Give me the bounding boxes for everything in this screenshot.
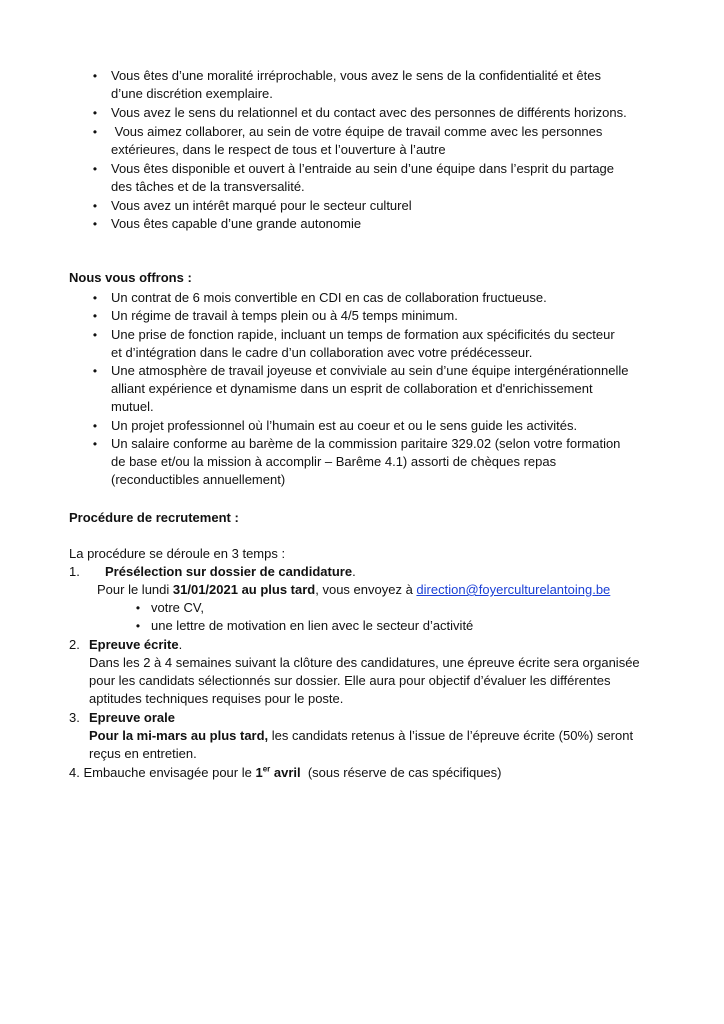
bullet-icon: •: [135, 619, 141, 633]
list-item-line: mutuel.: [111, 399, 154, 414]
step2-title: Epreuve écrite.: [89, 637, 183, 652]
bullet-icon: •: [92, 437, 98, 451]
step3-text-line: Pour la mi-mars au plus tard, les candidats retenus à l’issue de l’épreuve écrite (50%) seront: [89, 728, 634, 743]
list-item-line: des tâches et de la transversalité.: [111, 179, 305, 194]
offer-heading: Nous vous offrons :: [69, 270, 192, 285]
list-item-line: d’une discrétion exemplaire.: [111, 86, 273, 101]
bullet-icon: •: [92, 291, 98, 305]
bullet-icon: •: [92, 309, 98, 323]
list-item-line: Vous aimez collaborer, au sein de votre équipe de travail comme avec les personnes: [111, 124, 603, 139]
step2-text-line: aptitudes techniques requises pour le poste.: [89, 691, 344, 706]
step2-text-line: pour les candidats sélectionnés sur dossier. Elle aura pour objectif d’évaluer les différentes: [89, 673, 611, 688]
list-item-line: Vous êtes capable d’une grande autonomie: [111, 216, 362, 231]
bullet-icon: •: [92, 364, 98, 378]
list-item-line: Un projet professionnel où l’humain est au coeur et ou le sens guide les activités.: [111, 418, 578, 433]
bullet-icon: •: [92, 69, 98, 83]
procedure-heading: Procédure de recrutement :: [69, 510, 239, 525]
step1-title: Présélection sur dossier de candidature.: [105, 564, 356, 579]
bullet-icon: •: [92, 328, 98, 342]
email-link[interactable]: direction@foyerculturelantoing.be: [416, 582, 611, 597]
list-item-line: Un régime de travail à temps plein ou à 4/5 temps minimum.: [111, 308, 458, 323]
list-item-line: Vous êtes d’une moralité irréprochable, vous avez le sens de la confidentialité et êtes: [111, 68, 601, 83]
step2-number: 2.: [69, 637, 80, 652]
list-item-line: Un contrat de 6 mois convertible en CDI en cas de collaboration fructueuse.: [111, 290, 547, 305]
step1-subitem: votre CV,: [151, 600, 204, 615]
bullet-icon: •: [92, 125, 98, 139]
list-item-line: Un salaire conforme au barème de la commission paritaire 329.02 (selon votre formation: [111, 436, 621, 451]
list-item-line: Vous avez un intérêt marqué pour le secteur culturel: [111, 198, 412, 213]
procedure-intro: La procédure se déroule en 3 temps :: [69, 546, 286, 561]
list-item-line: extérieures, dans le respect de tous et l’ouverture à l’autre: [111, 142, 446, 157]
list-item-line: Vous avez le sens du relationnel et du contact avec des personnes de différents horizons.: [111, 105, 627, 120]
step3-text-line: reçus en entretien.: [89, 746, 197, 761]
bullet-icon: •: [92, 106, 98, 120]
list-item-line: (reconductibles annuellement): [111, 472, 286, 487]
step3-title: Epreuve orale: [89, 710, 175, 725]
list-item-line: Vous êtes disponible et ouvert à l’entraide au sein d’une équipe dans l’esprit du partage: [111, 161, 615, 176]
bullet-icon: •: [92, 162, 98, 176]
step1-number: 1.: [69, 564, 80, 579]
bullet-icon: •: [92, 419, 98, 433]
list-item-line: alliant expérience et dynamisme dans un esprit de collaboration et d'enrichissement: [111, 381, 593, 396]
step3-number: 3.: [69, 710, 80, 725]
bullet-icon: •: [92, 199, 98, 213]
bullet-icon: •: [92, 217, 98, 231]
step2-text-line: Dans les 2 à 4 semaines suivant la clôture des candidatures, une épreuve écrite sera organisée: [89, 655, 640, 670]
list-item-line: Une atmosphère de travail joyeuse et conviviale au sein d’une équipe intergénérationnelle: [111, 363, 629, 378]
list-item-line: de base et/ou la mission à accomplir – Barême 4.1) assorti de chèques repas: [111, 454, 557, 469]
step1-deadline-line: Pour le lundi 31/01/2021 au plus tard, vous envoyez à direction@foyerculturelantoing.be: [97, 582, 611, 597]
step1-subitem: une lettre de motivation en lien avec le secteur d’activité: [151, 618, 474, 633]
step4-line: 4. Embauche envisagée pour le 1er avril (sous réserve de cas spécifiques): [69, 764, 502, 780]
bullet-icon: •: [135, 601, 141, 615]
list-item-line: Une prise de fonction rapide, incluant un temps de formation aux spécificités du secteur: [111, 327, 615, 342]
list-item-line: et d’intégration dans le cadre d’un collaboration avec votre prédécesseur.: [111, 345, 533, 360]
